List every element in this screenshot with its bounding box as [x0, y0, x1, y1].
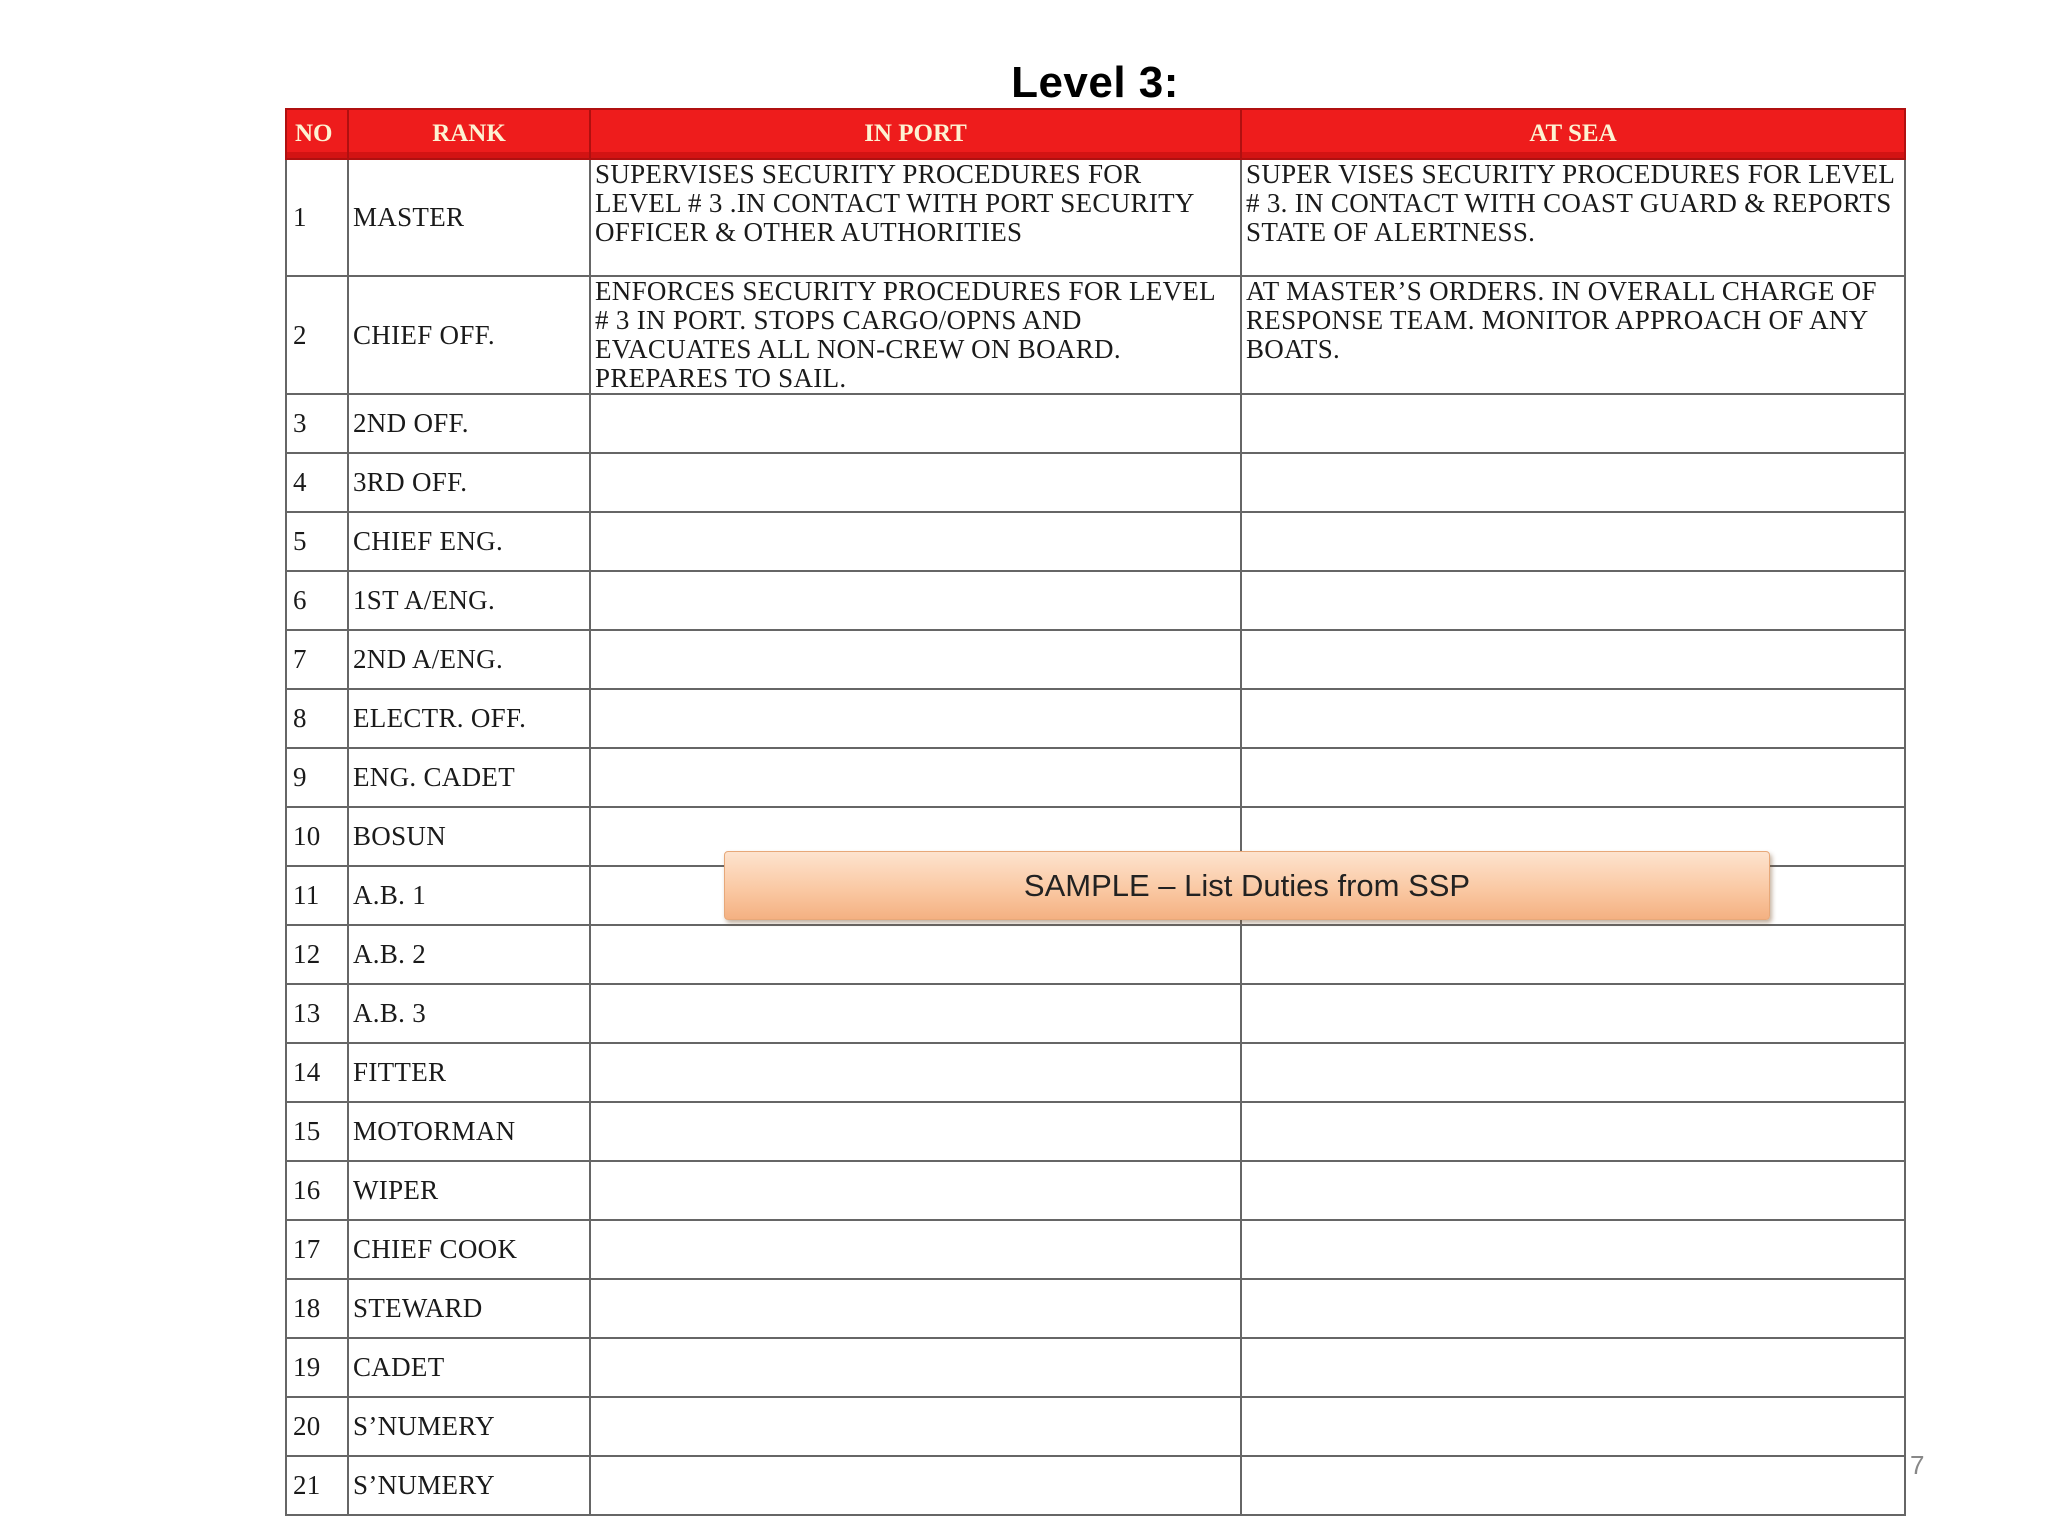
in-port-duty — [590, 1279, 1241, 1338]
at-sea-duty — [1241, 984, 1905, 1043]
row-number: 17 — [286, 1220, 348, 1279]
table-row — [286, 748, 1905, 807]
rank-cell: MOTORMAN — [348, 1102, 590, 1161]
at-sea-duty — [1241, 571, 1905, 630]
rank-cell: A.B. 2 — [348, 925, 590, 984]
table-row — [286, 512, 1905, 571]
table-row — [286, 571, 1905, 630]
header-rank: RANK — [348, 109, 590, 159]
table-row — [286, 1397, 1905, 1456]
header-in-port: IN PORT — [590, 109, 1241, 159]
table-body — [286, 159, 1905, 1515]
table-row — [286, 630, 1905, 689]
table-row — [286, 1456, 1905, 1515]
at-sea-duty — [1241, 1043, 1905, 1102]
table-row — [286, 1102, 1905, 1161]
rank-cell: A.B. 3 — [348, 984, 590, 1043]
row-number: 19 — [286, 1338, 348, 1397]
rank-cell: CHIEF COOK — [348, 1220, 590, 1279]
rank-cell: MASTER — [348, 159, 590, 276]
rank-cell: STEWARD — [348, 1279, 590, 1338]
rank-cell: CHIEF ENG. — [348, 512, 590, 571]
sample-banner: SAMPLE – List Duties from SSP — [724, 851, 1770, 920]
in-port-duty — [590, 1043, 1241, 1102]
in-port-duty — [590, 1456, 1241, 1515]
rank-cell: CADET — [348, 1338, 590, 1397]
table-row — [286, 159, 1905, 276]
row-number: 3 — [286, 394, 348, 453]
header-no: NO — [286, 109, 348, 159]
in-port-duty — [590, 394, 1241, 453]
row-number: 10 — [286, 807, 348, 866]
in-port-duty — [590, 689, 1241, 748]
in-port-duty — [590, 630, 1241, 689]
at-sea-duty — [1241, 689, 1905, 748]
in-port-duty — [590, 1397, 1241, 1456]
at-sea-duty — [1241, 748, 1905, 807]
table-row — [286, 1338, 1905, 1397]
in-port-duty — [590, 984, 1241, 1043]
in-port-duty — [590, 1338, 1241, 1397]
row-number: 9 — [286, 748, 348, 807]
page-title: Level 3: — [1011, 58, 1179, 107]
row-number: 6 — [286, 571, 348, 630]
at-sea-duty — [1241, 1279, 1905, 1338]
at-sea-duty — [1241, 925, 1905, 984]
rank-cell: S’NUMERY — [348, 1456, 590, 1515]
at-sea-duty — [1241, 453, 1905, 512]
at-sea-duty — [1241, 630, 1905, 689]
row-number: 14 — [286, 1043, 348, 1102]
table-row — [286, 984, 1905, 1043]
row-number: 20 — [286, 1397, 348, 1456]
in-port-duty — [590, 1220, 1241, 1279]
rank-cell: ELECTR. OFF. — [348, 689, 590, 748]
table-row — [286, 394, 1905, 453]
at-sea-duty — [1241, 1338, 1905, 1397]
row-number: 1 — [286, 159, 348, 276]
row-number: 2 — [286, 276, 348, 394]
at-sea-duty — [1241, 1220, 1905, 1279]
at-sea-duty — [1241, 1397, 1905, 1456]
at-sea-duty — [1241, 1102, 1905, 1161]
row-number: 12 — [286, 925, 348, 984]
rank-cell: FITTER — [348, 1043, 590, 1102]
row-number: 7 — [286, 630, 348, 689]
at-sea-duty — [1241, 1456, 1905, 1515]
at-sea-duty — [1241, 394, 1905, 453]
table-row — [286, 1279, 1905, 1338]
row-number: 16 — [286, 1161, 348, 1220]
row-number: 18 — [286, 1279, 348, 1338]
rank-cell: A.B. 1 — [348, 866, 590, 925]
table-row — [286, 276, 1905, 394]
at-sea-duty: SUPER VISES SECURITY PROCEDURES FOR LEVEL # 3. IN CONTACT WITH COAST GUARD & REPORTS STATE OF ALERTNESS. — [1241, 159, 1905, 276]
rank-cell: 2ND A/ENG. — [348, 630, 590, 689]
row-number: 13 — [286, 984, 348, 1043]
rank-cell: 2ND OFF. — [348, 394, 590, 453]
in-port-duty — [590, 512, 1241, 571]
header-at-sea: AT SEA — [1241, 109, 1905, 159]
in-port-duty — [590, 571, 1241, 630]
table-row — [286, 1220, 1905, 1279]
rank-cell: WIPER — [348, 1161, 590, 1220]
page-number: 7 — [1910, 1450, 1925, 1480]
rank-cell: S’NUMERY — [348, 1397, 590, 1456]
table-row — [286, 1043, 1905, 1102]
in-port-duty: SUPERVISES SECURITY PROCEDURES FOR LEVEL # 3 .IN CONTACT WITH PORT SECURITY OFFICER & OTHER AUTHORITIES — [590, 159, 1241, 276]
at-sea-duty: AT MASTER’S ORDERS. IN OVERALL CHARGE OF RESPONSE TEAM. MONITOR APPROACH OF ANY BOATS. — [1241, 276, 1905, 394]
row-number: 21 — [286, 1456, 348, 1515]
in-port-duty — [590, 1161, 1241, 1220]
table-row — [286, 925, 1905, 984]
in-port-duty — [590, 925, 1241, 984]
rank-cell: 3RD OFF. — [348, 453, 590, 512]
in-port-duty: ENFORCES SECURITY PROCEDURES FOR LEVEL # 3 IN PORT. STOPS CARGO/OPNS AND EVACUATES ALL NON-CREW ON BOARD. PREPARES TO SAIL. — [590, 276, 1241, 394]
table-row — [286, 1161, 1905, 1220]
in-port-duty — [590, 748, 1241, 807]
rank-cell: CHIEF OFF. — [348, 276, 590, 394]
rank-cell: ENG. CADET — [348, 748, 590, 807]
table-row — [286, 453, 1905, 512]
row-number: 11 — [286, 866, 348, 925]
in-port-duty — [590, 1102, 1241, 1161]
row-number: 5 — [286, 512, 348, 571]
rank-cell: BOSUN — [348, 807, 590, 866]
table-header-row — [286, 109, 1905, 159]
at-sea-duty — [1241, 1161, 1905, 1220]
duty-table — [285, 108, 1906, 1516]
row-number: 4 — [286, 453, 348, 512]
rank-cell: 1ST A/ENG. — [348, 571, 590, 630]
row-number: 8 — [286, 689, 348, 748]
in-port-duty — [590, 453, 1241, 512]
at-sea-duty — [1241, 512, 1905, 571]
table-row — [286, 689, 1905, 748]
row-number: 15 — [286, 1102, 348, 1161]
